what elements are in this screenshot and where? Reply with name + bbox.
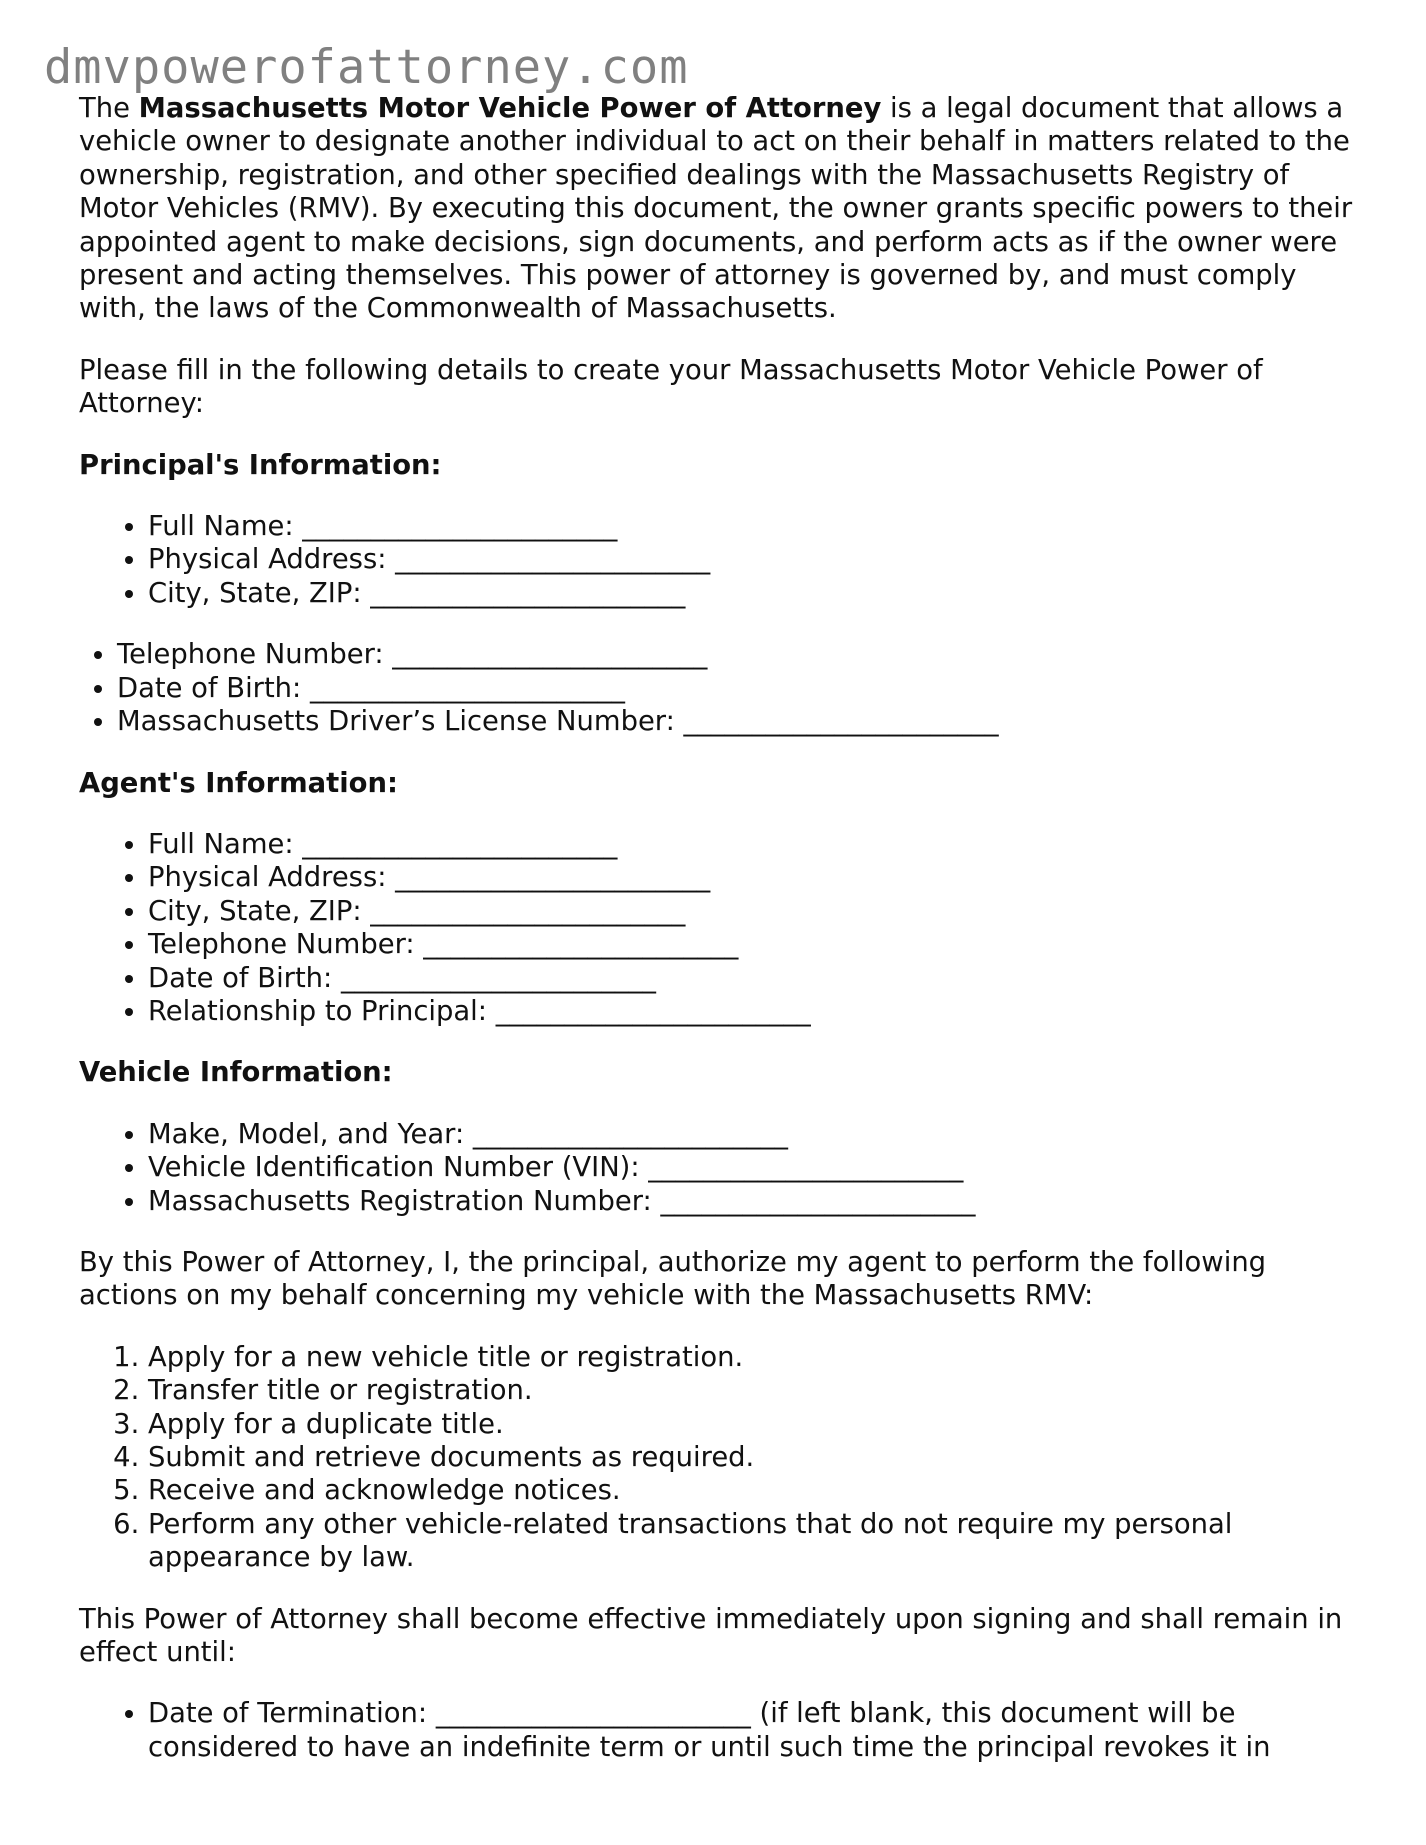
action-item: 6. Perform any other vehicle-related transactions that do not require my personal appearance by law. (148, 1508, 1359, 1575)
agent-city-state-zip: • City, State, ZIP: _______________________ (148, 895, 1359, 928)
principal-list-extra (79, 638, 1359, 738)
authorization-paragraph: By this Power of Attorney, I, the principal, authorize my agent to perform the following actions on my behalf concerning my vehicle with the Massachusetts RMV: (79, 1246, 1267, 1312)
action-item: 5. Receive and acknowledge notices. (148, 1474, 1359, 1507)
principal-full-name: • Full Name: _______________________ (148, 510, 1359, 543)
document-title: Massachusetts Motor Vehicle Power of Attorney (138, 93, 882, 124)
intro-lead: The (79, 93, 139, 124)
vehicle-vin: • Vehicle Identification Number (VIN): _______________________ (148, 1151, 1359, 1184)
vehicle-registration-number: • Massachusetts Registration Number: _______________________ (148, 1185, 1359, 1218)
principal-date-of-birth: • Date of Birth: _______________________ (117, 672, 1359, 705)
document-body (79, 92, 1359, 1792)
action-item: 3. Apply for a duplicate title. (148, 1408, 1359, 1441)
action-item: 4. Submit and retrieve documents as required. (148, 1441, 1359, 1474)
principal-list (79, 510, 1359, 610)
actions-list (79, 1341, 1359, 1575)
agent-physical-address: • Physical Address: _______________________ (148, 861, 1359, 894)
watermark: dmvpowerofattorney.com (44, 40, 689, 95)
termination-list (79, 1697, 1359, 1764)
agent-full-name: • Full Name: _______________________ (148, 828, 1359, 861)
principal-city-state-zip: • City, State, ZIP: _______________________ (148, 577, 1359, 610)
principal-license-number: • Massachusetts Driver’s License Number: _______________________ (117, 705, 1359, 738)
vehicle-heading: Vehicle Information: (79, 1057, 393, 1089)
agent-list (79, 828, 1359, 1028)
action-item: 2. Transfer title or registration. (148, 1374, 1359, 1407)
vehicle-make-model-year: • Make, Model, and Year: _______________________ (148, 1118, 1359, 1151)
intro-rest: is a legal document that allows a vehicle owner to designate another individual to act on their behalf in matters related to the ownership, registration, and other specified dealings with the Massachusetts Registry of Motor Vehicles (RMV). By executing this document, the owner grants specific powers to their appointed agent to make decisions, sign documents, and perform acts as if the owner were present and acting themselves. This power of attorney is governed by, and must comply with, the laws of the Commonwealth of Massachusetts. (79, 93, 1353, 325)
agent-heading: Agent's Information: (79, 767, 398, 799)
principal-physical-address: • Physical Address: _______________________ (148, 543, 1359, 576)
action-item: 1. Apply for a new vehicle title or registration. (148, 1341, 1359, 1374)
vehicle-list (79, 1118, 1359, 1218)
effective-paragraph: This Power of Attorney shall become effective immediately upon signing and shall remain in effect until: (79, 1603, 1343, 1669)
agent-date-of-birth: • Date of Birth: _______________________ (148, 962, 1359, 995)
termination-date: • Date of Termination: _______________________ (if left blank, this document will be considered to have an indefinite term or until such time the principal revokes it in (148, 1697, 1359, 1764)
principal-telephone: • Telephone Number: _______________________ (117, 638, 1359, 671)
agent-relationship: • Relationship to Principal: _______________________ (148, 995, 1359, 1028)
principal-heading: Principal's Information: (79, 449, 442, 481)
intro-paragraph (79, 92, 1359, 326)
agent-telephone: • Telephone Number: _______________________ (148, 928, 1359, 961)
instructions-paragraph: Please fill in the following details to create your Massachusetts Motor Vehicle Power of Attorney: (79, 354, 1263, 420)
